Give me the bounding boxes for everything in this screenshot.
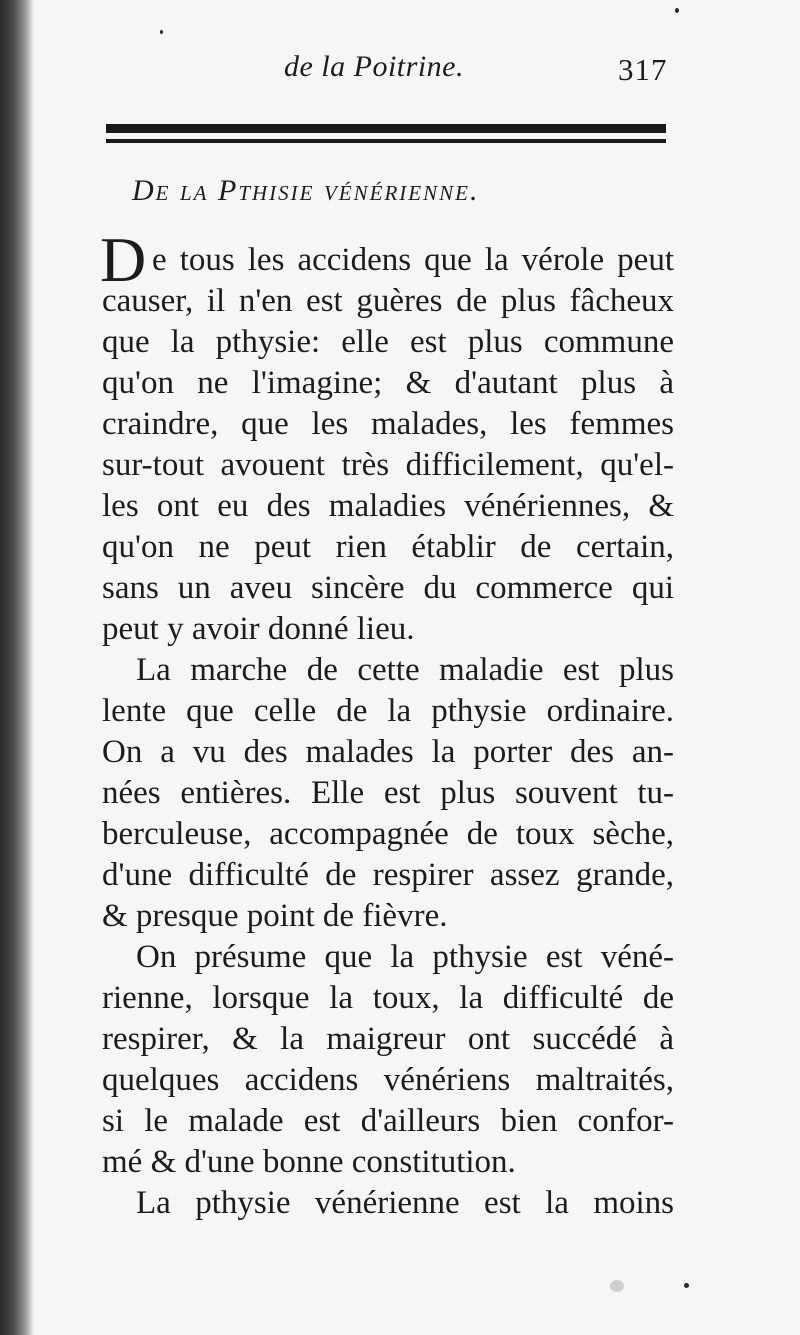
text-line: qu'on ne l'imagine; & d'autant plus à <box>102 365 674 401</box>
text-line: e tous les accidens que la vérole peut <box>152 242 674 278</box>
text-line: sans un aveu sincère du commerce qui <box>102 570 674 606</box>
text-line: causer, il n'en est guères de plus fâcheux <box>102 283 674 319</box>
text-line: que la pthysie: elle est plus commune <box>102 324 674 360</box>
text-line: lente que celle de la pthysie ordinaire. <box>102 693 674 729</box>
text-line: les ont eu des maladies vénériennes, & <box>102 488 674 524</box>
header-rule-thin <box>106 139 666 143</box>
text-line: craindre, que les malades, les femmes <box>102 406 674 442</box>
text-line: d'une difficulté de respirer assez grande, <box>102 857 674 893</box>
text-line: berculeuse, accompagnée de toux sèche, <box>102 816 674 852</box>
text-line: La marche de cette maladie est plus <box>136 652 674 688</box>
drop-cap: D <box>100 224 147 295</box>
text-line: nées entières. Elle est plus souvent tu- <box>102 775 674 811</box>
header-rule-thick <box>106 124 666 133</box>
text-line: respirer, & la maigreur ont succédé à <box>102 1021 674 1057</box>
text-line: qu'on ne peut rien établir de certain, <box>102 529 674 565</box>
chapter-title: De la Pthisie vénérienne. <box>132 174 480 207</box>
text-line: & presque point de fièvre. <box>102 898 448 934</box>
text-line: mé & d'une bonne constitution. <box>102 1144 516 1180</box>
page-number: 317 <box>618 52 668 87</box>
binding-gutter-shadow <box>0 0 34 1335</box>
text-line: peut y avoir donné lieu. <box>102 611 415 647</box>
running-head: de la Poitrine. <box>284 50 464 83</box>
text-line: On présume que la pthysie est véné- <box>136 939 674 975</box>
text-line: quelques accidens vénériens maltraités, <box>102 1062 674 1098</box>
text-line: La pthysie vénérienne est la moins <box>136 1185 674 1221</box>
text-line: si le malade est d'ailleurs bien confor- <box>102 1103 674 1139</box>
text-line: sur-tout avouent très difficilement, qu'el- <box>102 447 674 483</box>
text-line: On a vu des malades la porter des an- <box>102 734 674 770</box>
text-line: rienne, lorsque la toux, la difficulté de <box>102 980 674 1016</box>
